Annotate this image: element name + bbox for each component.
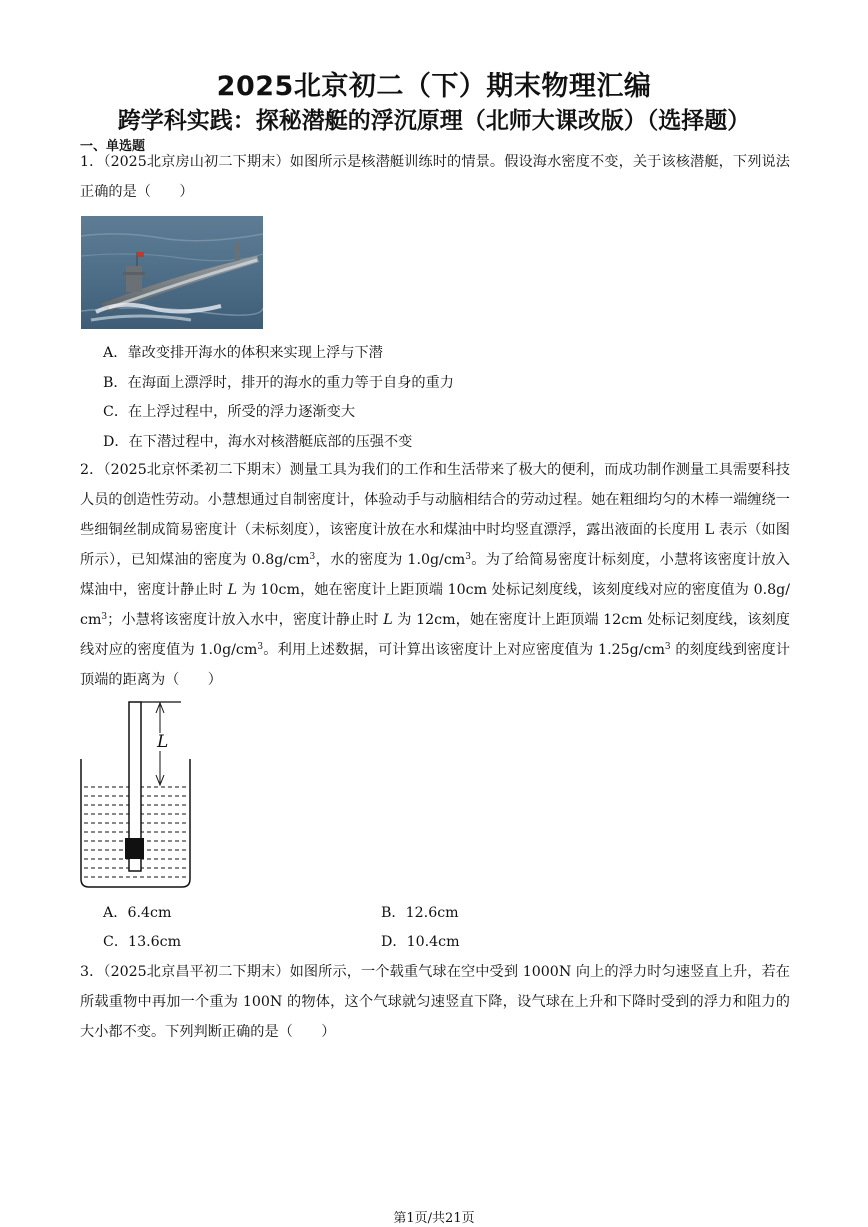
question-number: 1． [80, 154, 104, 170]
question-source: （2025北京昌平初二下期末） [103, 964, 290, 980]
question-source: （2025北京房山初二下期末） [103, 154, 290, 170]
question-2-option-c: C．13.6cm [103, 934, 182, 950]
section-heading: 一、单选题 [80, 139, 146, 154]
question-1-option-d: D．在下潜过程中，海水对核潜艇底部的压强不变 [103, 434, 413, 450]
page-subtitle: 跨学科实践：探秘潜艇的浮沉原理（北师大课改版）（选择题） [117, 108, 751, 134]
question-2-stem: 2．（2025北京怀柔初二下期末）测量工具为我们的工作和生活带来了极大的便利，而成功制作测量工具需要科技人员的创造性劳动。小慧想通过自制密度计，体验动手与动脑相结合的劳动过程。她在粗细均匀的木棒一端缠绕一些细铜丝制成简易密度计（未标刻度），该密度计放在水和煤油中时均竖直漂浮，露出液面的长度用 L 表示（如图所示），已知煤油的密度为 $0.8g/cm^3$，水的密度为 $1.0g/cm^3$。为了给简易密度计标刻度，小慧将该密度计放入煤油中，密度计静止时 L 为 10cm，她在密度计上距顶端 10cm 处标记刻度线，该刻度线对应的密度值为 $0.8g/cm^3$；小慧将该密度计放入水中，密度计静止时 L 为 12cm，她在密度计上距顶端 12cm 处标记刻度线，该刻度线对应的密度值为 $1.0g/cm^3$。利用上述数据，可计算出该密度计上对应密度值为 $1.25g/cm^3$ 的刻度线到密度计顶端的距离为（ ） [80, 462, 790, 688]
question-1-option-c: C．在上浮过程中，所受的浮力逐渐变大 [103, 404, 356, 420]
question-source: （2025北京怀柔初二下期末） [103, 462, 290, 478]
submarine-photo [81, 216, 263, 329]
question-text: 如图所示，一个载重气球在空中受到 1000N 向上的浮力时匀速竖直上升，若在所载重物中再加一个重为 100N 的物体，这个气球就匀速竖直下降，设气球在上升和下降时受到的浮力和阻力的大小都不变。下列判断正确的是（ ） [80, 964, 790, 1040]
length-label: L [157, 732, 169, 752]
question-number: 3． [80, 964, 104, 980]
question-1-stem [80, 147, 790, 207]
page-number: 第1页/共21页 [393, 1211, 475, 1226]
question-2-option-b: B．12.6cm [381, 905, 459, 921]
question-number: 2． [80, 462, 104, 478]
question-1-option-a: A．靠改变排开海水的体积来实现上浮与下潜 [103, 345, 383, 361]
question-3-stem [80, 957, 790, 1047]
densitometer-diagram [78, 697, 198, 897]
question-2-option-d: D．10.4cm [381, 934, 460, 950]
question-1-option-b: B．在海面上漂浮时，排开的海水的重力等于自身的重力 [103, 375, 454, 391]
question-text: 如图所示是核潜艇训练时的情景。假设海水密度不变，关于该核潜艇，下列说法正确的是（ ） [80, 154, 790, 200]
page-title: 2025北京初二（下）期末物理汇编 [216, 71, 652, 102]
question-2-option-a: A．6.4cm [103, 905, 172, 921]
